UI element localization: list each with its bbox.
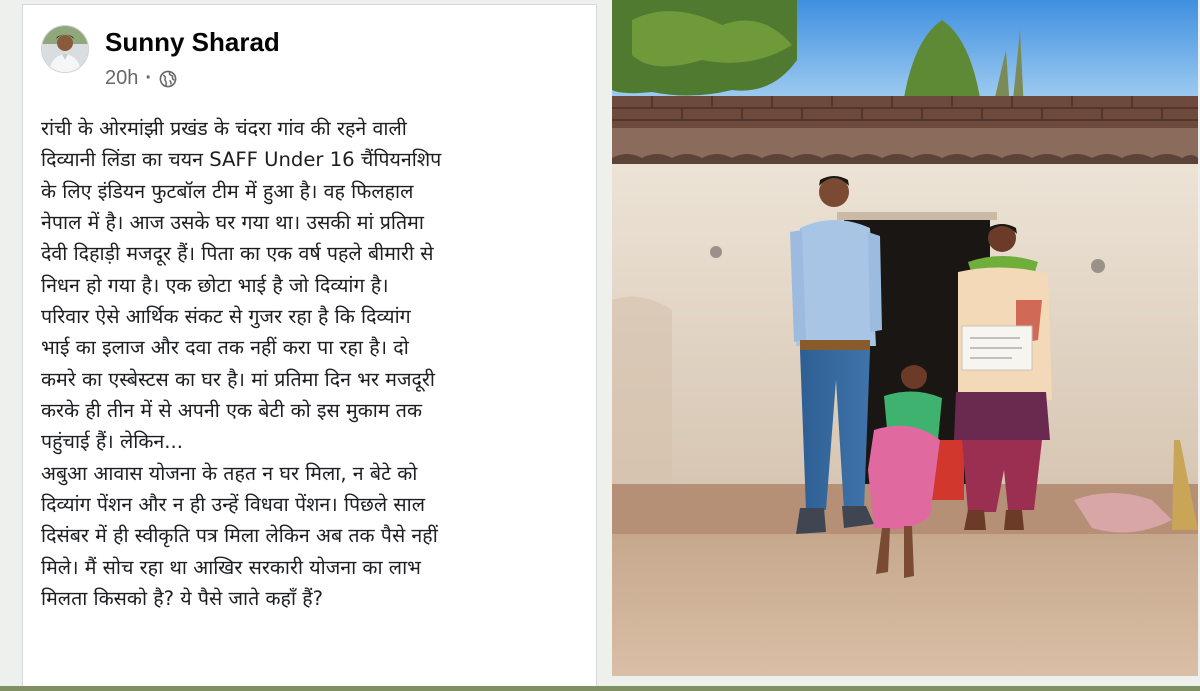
post-photo[interactable] — [612, 0, 1198, 676]
roof-bricks — [612, 96, 1198, 130]
post-text-line: पहुंचाई हैं। लेकिन... — [41, 430, 183, 454]
post-text-line: मिले। मैं सोच रहा था आखिर सरकारी योजना का लाभ — [41, 555, 421, 579]
post-text-line: नेपाल में है। आज उसके घर गया था। उसकी मां प्रतिमा — [41, 211, 424, 235]
wall-stain — [612, 297, 672, 484]
bottom-border-strip — [0, 686, 1200, 691]
photo-scene — [612, 0, 1198, 676]
post-text-line: देवी दिहाड़ी मजदूर हैं। पिता का एक वर्ष पहले बीमारी से — [41, 242, 434, 266]
wall-mark — [1091, 259, 1105, 273]
post-timestamp[interactable]: 20h — [105, 67, 139, 89]
door-lintel — [837, 212, 997, 220]
post-header — [41, 23, 561, 93]
post-text-line: के लिए इंडियन फुटबॉल टीम में हुआ है। वह फिलहाल — [41, 179, 414, 203]
avatar-image — [42, 26, 88, 72]
post-text — [41, 113, 589, 615]
globe-icon — [159, 70, 177, 88]
post-text-line: अबुआ आवास योजना के तहत न घर मिला, न बेटे को — [41, 461, 418, 485]
post-text-line: करके ही तीन में से अपनी एक बेटी को इस मुकाम तक — [41, 399, 423, 423]
post-text-line: रांची के ओरमांझी प्रखंड के चंदरा गांव की रहने वाली — [41, 117, 407, 140]
post-meta — [105, 67, 177, 90]
post-card — [22, 4, 597, 687]
post-text-line: दिसंबर में ही स्वीकृति पत्र मिला लेकिन अब तक पैसे नहीं — [41, 524, 438, 548]
meta-separator: · — [145, 67, 153, 89]
post-text-line: दिव्यांग पेंशन और न ही उन्हें विधवा पेंशन। पिछले साल — [41, 493, 426, 517]
author-name[interactable]: Sunny Sharad — [105, 27, 280, 57]
post-text-line: निधन हो गया है। एक छोटा भाई है जो दिव्यांग है। — [41, 273, 389, 297]
post-text-line: मिलता किसको है? ये पैसे जाते कहाँ हैं? — [41, 587, 324, 611]
post-text-line: दिव्यानी लिंडा का चयन SAFF Under 16 चैंपियनशिप — [41, 148, 442, 172]
wall-mark — [710, 246, 722, 258]
post-text-line: भाई का इलाज और दवा तक नहीं करा पा रहा है। दो — [41, 336, 409, 360]
post-text-line: परिवार ऐसे आर्थिक संकट से गुजर रहा है कि दिव्यांग — [41, 305, 411, 329]
avatar[interactable] — [41, 25, 89, 73]
post-text-line: कमरे का एस्बेस्टस का घर है। मां प्रतिमा दिन भर मजदूरी — [41, 367, 435, 391]
roof-tiles — [612, 128, 1198, 158]
